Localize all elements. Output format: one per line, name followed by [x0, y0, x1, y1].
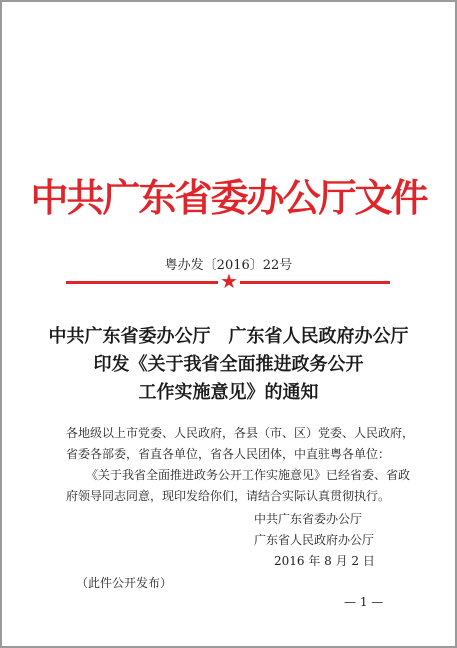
notice-title-line-3: 工作实施意见》的通知 — [138, 382, 319, 403]
star-icon: ★ — [220, 269, 238, 293]
publication-note: （此件公开发布） — [76, 576, 173, 590]
body-text-line-1: 《关于我省全面推进政务公开工作实施意见》已经省委、省政 — [86, 468, 411, 482]
body-text-line-2: 府领导同志同意，现印发给你们，请结合实际认真贯彻执行。 — [66, 489, 391, 503]
red-separator-right — [240, 281, 390, 284]
notice-title-line-1: 中共广东省委办公厅 广东省人民政府办公厅 — [48, 326, 409, 347]
page-number: — 1 — — [344, 595, 384, 609]
issuing-authority-header: 中共广东省委办公厅文件 — [30, 176, 427, 220]
signatory-government-office: 广东省人民政府办公厅 — [254, 533, 375, 547]
document-number: 粤办发〔2016〕22号 — [164, 258, 293, 273]
signatory-party-office: 中共广东省委办公厅 — [254, 512, 363, 526]
recipients-line-1: 各地级以上市党委、人民政府，各县（市、区）党委、人民政府， — [66, 426, 415, 440]
notice-title-line-2: 印发《关于我省全面推进政务公开 — [93, 354, 364, 375]
red-separator-left — [66, 281, 218, 284]
issue-date: 2016 年 8 月 2 日 — [274, 554, 375, 568]
recipients-line-2: 省委各部委，省直各单位，省各人民团体，中直驻粤各单位： — [66, 447, 391, 461]
